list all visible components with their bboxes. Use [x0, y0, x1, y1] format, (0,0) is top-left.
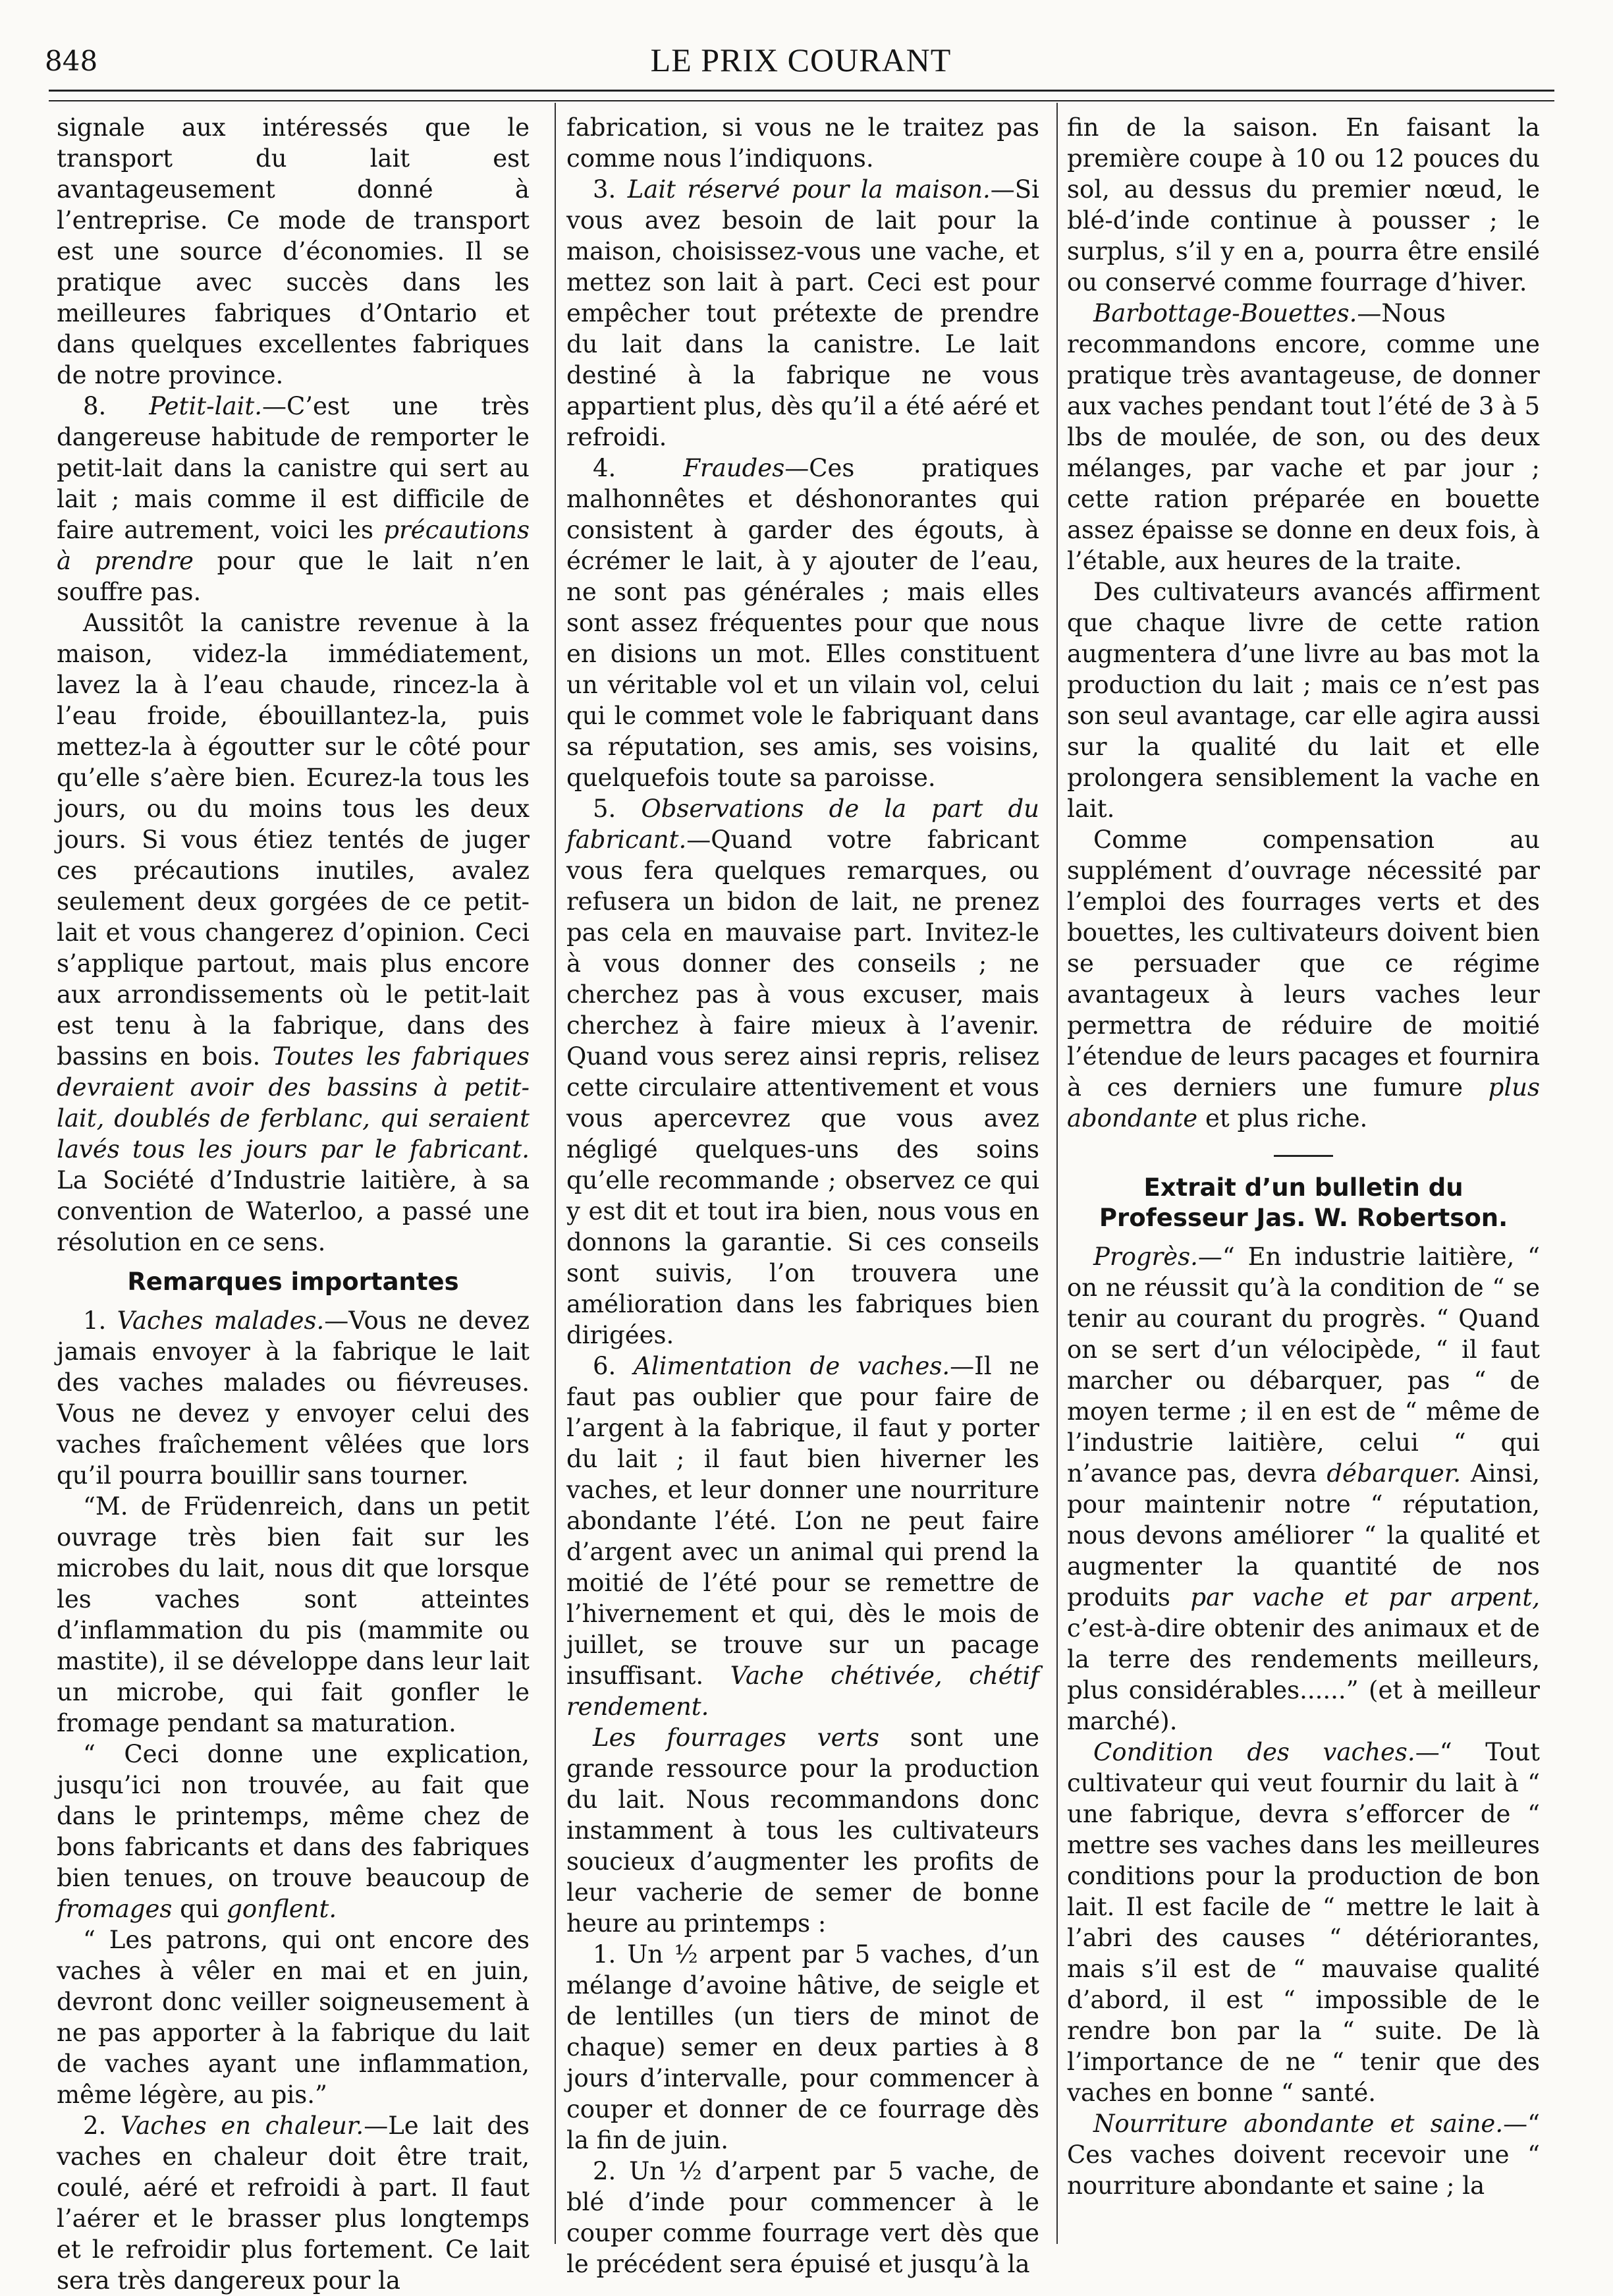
page-header: [45, 41, 1557, 94]
paragraph: “ Ceci donne une explication, jusqu’ici non trouvée, au fait que dans le printemps, même chez de bons fabricants et dans des fabriques bien tenues, on trouve beaucoup de fromages qui gonflent.: [57, 1740, 530, 1923]
section-separator: [1274, 1155, 1333, 1157]
paragraph: Des cultivateurs avancés affirment que chaque livre de cette ration augmentera d’une livre au bas mot la production du lait ; mais ce n’est pas son seul avantage, car elle agira aussi sur la qualité du lait et elle prolongera sensiblement la vache en lait.: [1067, 578, 1540, 823]
paragraph: fin de la saison. En faisant la première coupe à 10 ou 12 pouces du sol, au dessus du premier nœud, le blé-d’inde continue à pousser ; le surplus, s’il y en a, pourra être ensilé ou conservé comme fourrage d’hiver.: [1067, 113, 1540, 296]
paragraph: Nourriture abondante et saine.—“ Ces vaches doivent recevoir une “ nourriture abondante et saine ; la: [1067, 2110, 1540, 2200]
paragraph: 8. Petit-lait.—C’est une très dangereuse habitude de remporter le petit-lait dans la canistre qui sert au lait ; mais comme il est difficile de faire autrement, voici les précautions à prendre pour que le lait n’en souffre pas.: [57, 392, 530, 606]
section-heading: Extrait d’un bulletin du Professeur Jas. W. Robertson.: [1099, 1173, 1508, 1232]
paragraph: 1. Un ½ arpent par 5 vaches, d’un mélange d’avoine hâtive, de seigle et de lentilles (un tiers de minot de chaque) semer en deux parties à 8 jours d’intervalle, pour commencer à couper et donner de ce fourrage dès la fin de juin.: [566, 1940, 1039, 2154]
paragraph: Condition des vaches.—“ Tout cultivateur qui veut fournir du lait à “ une fabrique, devra s’efforcer de “ mettre ses vaches dans les meilleures conditions pour la production de bon lait. Il est facile de “ mettre le lait à l’abri des causes “ détériorantes, mais s’il est de “ mauvaise qualité d’abord, il est “ impossible de le rendre bon par la “ suite. De là l’importance de ne “ tenir que des vaches en bonne “ santé.: [1067, 1738, 1540, 2107]
paragraph: Barbottage-Bouettes.—Nous recommandons encore, comme une pratique très avantageuse, de donner aux vaches pendant tout l’été de 3 à 5 lbs de moulée, de son, ou des deux mélanges, par vache et par jour ; cette ration préparée en bouette assez épaisse se donne en deux fois, à l’étable, aux heures de la traite.: [1067, 299, 1540, 575]
column-divider-2: [1056, 103, 1058, 2244]
section-heading: Remarques importantes: [127, 1268, 459, 1296]
paragraph: Progrès.—“ En industrie laitière, “ on ne réussit qu’à la condition de “ se tenir au courant du progrès. “ Quand on se sert d’un vélocipède, “ il faut marcher ou débarquer, pas “ de moyen terme ; il en est de “ même de l’industrie laitière, celui “ qui n’avance pas, devra débarquer. Ainsi, pour maintenir notre “ réputation, nous devons améliorer “ la qualité et augmenter la quantité de nos produits par vache et par arpent, c’est-à-dire obtenir des animaux et de la terre des rendements meilleurs, plus considérables......” (et à meilleur marché).: [1067, 1243, 1540, 1735]
paragraph: “ Les patrons, qui ont encore des vaches à vêler en mai et en juin, devront donc veiller soigneusement à ne pas apporter à la fabrique du lait de vaches ayant une inflammation, même légère, au pis.”: [57, 1926, 530, 2109]
paragraph: 5. Observations de la part du fabricant.—Quand votre fabricant vous fera quelques remarques, ou refusera un bidon de lait, ne prenez pas cela en mauvaise part. Invitez-le à vous donner des conseils ; ne cherchez pas à vous excuser, mais cherchez à faire mieux à l’avenir. Quand vous serez ainsi repris, relisez cette circulaire attentivement et vous vous apercevrez que vous avez négligé quelques-uns des soins qu’elle recommande ; observez ce qui y est dit et tout ira bien, nous vous en donnons la garantie. Si ces conseils sont suivis, l’on trouvera une amélioration dans les fabriques bien dirigées.: [566, 795, 1039, 1349]
paragraph: 2. Vaches en chaleur.—Le lait des vaches en chaleur doit être trait, coulé, aéré et refroidi à part. Il faut l’aérer et le brasser plus longtemps et le refroidir plus fortement. Ce lait sera très dangereux pour la: [57, 2112, 530, 2295]
column-3: [1067, 112, 1540, 2240]
paragraph: Comme compensation au supplément d’ouvrage nécessité par l’emploi des fourrages verts et des bouettes, les cultivateurs doivent bien se persuader que ce régime avantageux à leurs vaches leur permettra de réduire de moitié l’étendue de leurs pacages et fournira à ces derniers une fumure plus abondante et plus riche.: [1067, 826, 1540, 1133]
column-divider-1: [555, 103, 556, 2244]
paragraph: 3. Lait réservé pour la maison.—Si vous avez besoin de lait pour la maison, choisissez-vous une vache, et mettez son lait à part. Ceci est pour empêcher tout prétexte de prendre du lait dans la canistre. Le lait destiné à la fabrique ne vous appartient plus, dès qu’il a été aéré et refroidi.: [566, 175, 1039, 451]
column-1: [57, 112, 530, 2295]
page-number: 848: [45, 45, 98, 77]
paragraph: 4. Fraudes—Ces pratiques malhonnêtes et déshonorantes qui consistent à garder des égouts, à écrémer le lait, à y ajouter de l’eau, ne sont pas générales ; mais elles sont assez fréquentes pour que nous en disions un mot. Elles constituent un véritable vol et un vilain vol, celui qui le commet vole le fabriquant dans sa réputation, ses amis, ses voisins, quelquefois toute sa paroisse.: [566, 454, 1039, 792]
header-rule: [49, 90, 1554, 92]
paragraph: 6. Alimentation de vaches.—Il ne faut pas oublier que pour faire de l’argent à la fabrique, il faut y porter du lait ; il faut bien hiverner les vaches, et leur donner une nourriture abondante l’été. L’on ne peut faire d’argent avec un animal qui prend la moitié de l’été pour se remettre de l’hivernement et qui, dès le mois de juillet, se trouve sur un pacage insuffisant. Vache chétivée, chétif rendement.: [566, 1352, 1039, 1721]
paragraph: signale aux intéressés que le transport du lait est avantageusement donné à l’entreprise. Ce mode de transport est une source d’économies. Il se pratique avec succès dans les meilleures fabriques d’Ontario et dans quelques excellentes fabriques de notre province.: [57, 113, 530, 389]
paragraph: Les fourrages verts sont une grande ressource pour la production du lait. Nous recommandons donc instamment à tous les cultivateurs soucieux d’augmenter les profits de leur vacherie de semer de bonne heure au printemps :: [566, 1723, 1040, 1938]
paragraph: 2. Un ½ d’arpent par 5 vache, de blé d’inde pour commencer à le couper comme fourrage vert dès que le précédent sera épuisé et jusqu’à la: [566, 2157, 1039, 2278]
running-title: LE PRIX COURANT: [650, 42, 952, 78]
header-rule-thin: [49, 100, 1554, 101]
paragraph: “M. de Früdenreich, dans un petit ouvrage très bien fait sur les microbes du lait, nous dit que lorsque les vaches sont atteintes d’inflammation du pis (mammite ou mastite), il se développe dans leur lait un microbe, qui fait gonfler le fromage pendant sa maturation.: [57, 1492, 530, 1737]
paragraph: 1. Vaches malades.—Vous ne devez jamais envoyer à la fabrique le lait des vaches malades ou fiévreuses. Vous ne devez y envoyer celui des vaches fraîchement vêlées que lors qu’il pourra bouillir sans tourner.: [57, 1306, 530, 1490]
paragraph: Aussitôt la canistre revenue à la maison, videz-la immédiatement, lavez la à l’eau chaude, rincez-la à l’eau froide, ébouillantez-la, puis mettez-la à égoutter sur le côté pour qu’elle s’aère bien. Ecurez-la tous les jours, ou du moins tous les deux jours. Si vous étiez tentés de juger ces précautions inutiles, avalez seulement deux gorgées de ce petit-lait et vous changerez d’opinion. Ceci s’applique partout, mais plus encore aux arrondissements où le petit-lait est tenu à la fabrique, dans des bassins en bois. Toutes les fabriques devraient avoir des bassins à petit-lait, doublés de ferblanc, qui seraient lavés tous les jours par le fabricant. La Société d’Industrie laitière, à sa convention de Waterloo, a passé une résolution en ce sens.: [57, 609, 530, 1256]
column-2: [566, 112, 1040, 2278]
paragraph: fabrication, si vous ne le traitez pas comme nous l’indiquons.: [566, 113, 1039, 173]
